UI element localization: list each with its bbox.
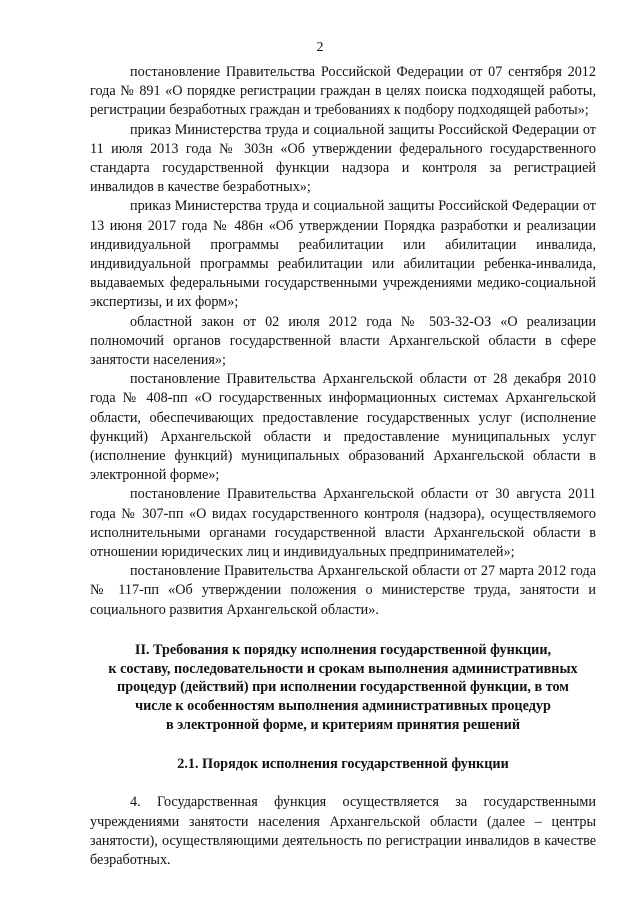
legal-reference-paragraph: постановление Правительства Российской Федерации от 07 сентября 2012 года № 891 «О порядке регистрации граждан в целях поиска подходящей работы, регистрации безработных граждан и требованиях к подбору подходящей работы»; — [90, 64, 596, 119]
page-number: 2 — [316, 40, 324, 55]
section-title — [90, 641, 596, 735]
section-title-line: в электронной форме, и критериям принятия решений — [165, 716, 521, 733]
legal-reference-paragraph: приказ Министерства труда и социальной защиты Российской Федерации от 13 июня 2017 года № 486н «Об утверждении Порядка разработки и реализации индивидуальной программы реабилитации или абилитации инвалида, индивидуальной программы реабилитации или абилитации ребенка-инвалида, выдаваемых федеральными государственными учреждениями медико-социальной экспертизы, и их форм»; — [90, 198, 596, 311]
legal-reference-paragraph: областной закон от 02 июля 2012 года № 503-32-ОЗ «О реализации полномочий органов государственной власти Архангельской области в сфере занятости населения»; — [90, 313, 596, 369]
body-paragraph: 4. Государственная функция осуществляется за государственными учреждениями занятости населения Архангельской области (далее – центры занятости), осуществляющими деятельность по регистрации инвалидов в качестве безработных. — [90, 794, 596, 869]
legal-reference-paragraph: постановление Правительства Архангельской области от 27 марта 2012 года № 117-пп «Об утверждении положения о министерстве труда, занятости и социального развития Архангельской области». — [90, 563, 596, 618]
section-title-line: числе к особенностям выполнения административных процедур — [135, 698, 551, 714]
section-title-line: процедур (действий) при исполнении государственной функции, в том — [117, 679, 569, 696]
legal-reference-paragraph: постановление Правительства Архангельской области от 30 августа 2011 года № 307-пп «О видах государственного контроля (надзора), осуществляемого исполнительными органами государственной власти Архангельской области в отношении юридических лиц и индивидуальных предпринимателей»; — [90, 486, 596, 561]
document-body — [90, 63, 596, 870]
subsection-title: 2.1. Порядок исполнения государственной функции — [177, 756, 509, 773]
legal-reference-paragraph: постановление Правительства Архангельской области от 28 декабря 2010 года № 408-пп «О государственных информационных системах Архангельской области, обеспечивающих предоставление государственных услуг (исполнение функций) Архангельской области и предоставление муниципальных услуг (исполнение функций) муниципальных образований Архангельской области в электронной форме»; — [90, 371, 596, 484]
section-title-line: II. Требования к порядку исполнения государственной функции, — [134, 641, 552, 658]
section-title-line: к составу, последовательности и срокам выполнения административных — [108, 660, 578, 677]
legal-reference-paragraph: приказ Министерства труда и социальной защиты Российской Федерации от 11 июля 2013 года № 303н «Об утверждении федерального государственного стандарта государственной функции надзора и контроля за регистрацией инвалидов в качестве безработных»; — [90, 121, 596, 196]
